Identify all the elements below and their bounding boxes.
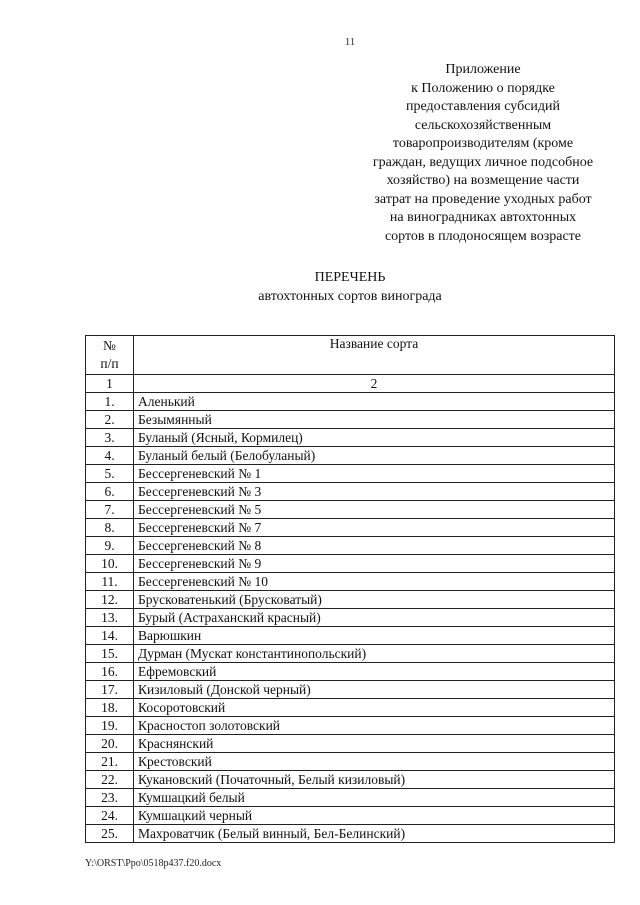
variety-name: Дурман (Мускат константинопольский): [134, 645, 615, 663]
row-number: 3.: [86, 429, 134, 447]
appendix-line: на виноградниках автохтонных: [389, 210, 577, 225]
appendix-line: предоставления субсидий: [405, 99, 561, 114]
varieties-table: [85, 335, 615, 843]
header-number-cell: [86, 336, 134, 375]
variety-name: Безымянный: [134, 411, 615, 429]
variety-name: Кукановский (Початочный, Белый кизиловый): [134, 771, 615, 789]
variety-name: Бессергеневский № 3: [134, 483, 615, 501]
variety-name: Махроватчик (Белый винный, Бел-Белинский): [134, 825, 615, 843]
page-number: 11: [344, 36, 356, 48]
appendix-note: [348, 61, 618, 246]
row-number: 19.: [86, 717, 134, 735]
variety-name: Аленький: [134, 393, 615, 411]
header-number-sublabel: п/п: [100, 356, 119, 371]
table-row: [86, 699, 615, 717]
table-body: [86, 393, 615, 843]
appendix-line: сортов в плодоносящем возрасте: [384, 228, 582, 244]
table-row: [86, 411, 615, 429]
row-number: 13.: [86, 609, 134, 627]
variety-name: Брусковатенький (Брусковатый): [134, 591, 615, 609]
row-number: 23.: [86, 789, 134, 807]
row-number: 5.: [86, 465, 134, 483]
variety-name: Кумшацкий черный: [134, 807, 615, 825]
row-number: 18.: [86, 699, 134, 717]
table-row: [86, 429, 615, 447]
variety-name: Крестовский: [134, 753, 615, 771]
row-number: 15.: [86, 645, 134, 663]
table-row: [86, 609, 615, 627]
header-name-cell: Название сорта: [134, 336, 615, 375]
column-index-cell: 1: [86, 375, 134, 393]
table-row: [86, 771, 615, 789]
table-row: [86, 807, 615, 825]
variety-name: Варюшкин: [134, 627, 615, 645]
variety-name: Ефремовский: [134, 663, 615, 681]
variety-name: Косоротовский: [134, 699, 615, 717]
table-row: [86, 717, 615, 735]
row-number: 11.: [86, 573, 134, 591]
header-number-label: №: [103, 338, 116, 353]
title-main: ПЕРЕЧЕНЬ: [314, 270, 386, 285]
table-header-row: [86, 336, 615, 375]
table-row: [86, 465, 615, 483]
variety-name: Кизиловый (Донской черный): [134, 681, 615, 699]
row-number: 4.: [86, 447, 134, 465]
document-title: [0, 269, 640, 306]
row-number: 1.: [86, 393, 134, 411]
variety-name: Бессергеневский № 10: [134, 573, 615, 591]
title-subtitle: автохтонных сортов винограда: [258, 288, 442, 304]
table-row: [86, 645, 615, 663]
table-row: [86, 537, 615, 555]
variety-name: Бессергеневский № 8: [134, 537, 615, 555]
variety-name: Кумшацкий белый: [134, 789, 615, 807]
appendix-line: затрат на проведение уходных работ: [374, 191, 592, 207]
appendix-line: Приложение: [445, 62, 521, 77]
variety-name: Буланый (Ясный, Кормилец): [134, 429, 615, 447]
row-number: 12.: [86, 591, 134, 609]
table-row: [86, 753, 615, 771]
row-number: 10.: [86, 555, 134, 573]
table-row: [86, 789, 615, 807]
table-row: [86, 447, 615, 465]
table-row: [86, 627, 615, 645]
table-row: [86, 393, 615, 411]
row-number: 21.: [86, 753, 134, 771]
column-index-cell: 2: [134, 375, 615, 393]
appendix-line: граждан, ведущих личное подсобное: [372, 154, 594, 170]
row-number: 7.: [86, 501, 134, 519]
row-number: 9.: [86, 537, 134, 555]
variety-name: Красностоп золотовский: [134, 717, 615, 735]
row-number: 20.: [86, 735, 134, 753]
table-row: [86, 573, 615, 591]
table-row: [86, 735, 615, 753]
table-row: [86, 501, 615, 519]
variety-name: Бурый (Астраханский красный): [134, 609, 615, 627]
file-path-footer: Y:\ORST\Ppo\0518p437.f20.docx: [85, 858, 222, 869]
variety-name: Краснянский: [134, 735, 615, 753]
variety-name: Бессергеневский № 7: [134, 519, 615, 537]
row-number: 22.: [86, 771, 134, 789]
variety-name: Бессергеневский № 1: [134, 465, 615, 483]
row-number: 16.: [86, 663, 134, 681]
row-number: 24.: [86, 807, 134, 825]
appendix-line: сельскохозяйственным: [414, 117, 552, 133]
variety-name: Бессергеневский № 5: [134, 501, 615, 519]
variety-name: Бессергеневский № 9: [134, 555, 615, 573]
row-number: 8.: [86, 519, 134, 537]
appendix-line: к Положению о порядке: [411, 80, 555, 96]
appendix-line: товаропроизводителям (кроме: [392, 136, 574, 151]
row-number: 6.: [86, 483, 134, 501]
table-row: [86, 555, 615, 573]
variety-name: Буланый белый (Белобуланый): [134, 447, 615, 465]
row-number: 14.: [86, 627, 134, 645]
appendix-line: хозяйство) на возмещение части: [386, 173, 580, 188]
row-number: 2.: [86, 411, 134, 429]
table-row: [86, 663, 615, 681]
table-row: [86, 825, 615, 843]
table-row: [86, 681, 615, 699]
table-row: [86, 483, 615, 501]
column-index-row: [86, 375, 615, 393]
table-row: [86, 519, 615, 537]
row-number: 25.: [86, 825, 134, 843]
table-row: [86, 591, 615, 609]
row-number: 17.: [86, 681, 134, 699]
